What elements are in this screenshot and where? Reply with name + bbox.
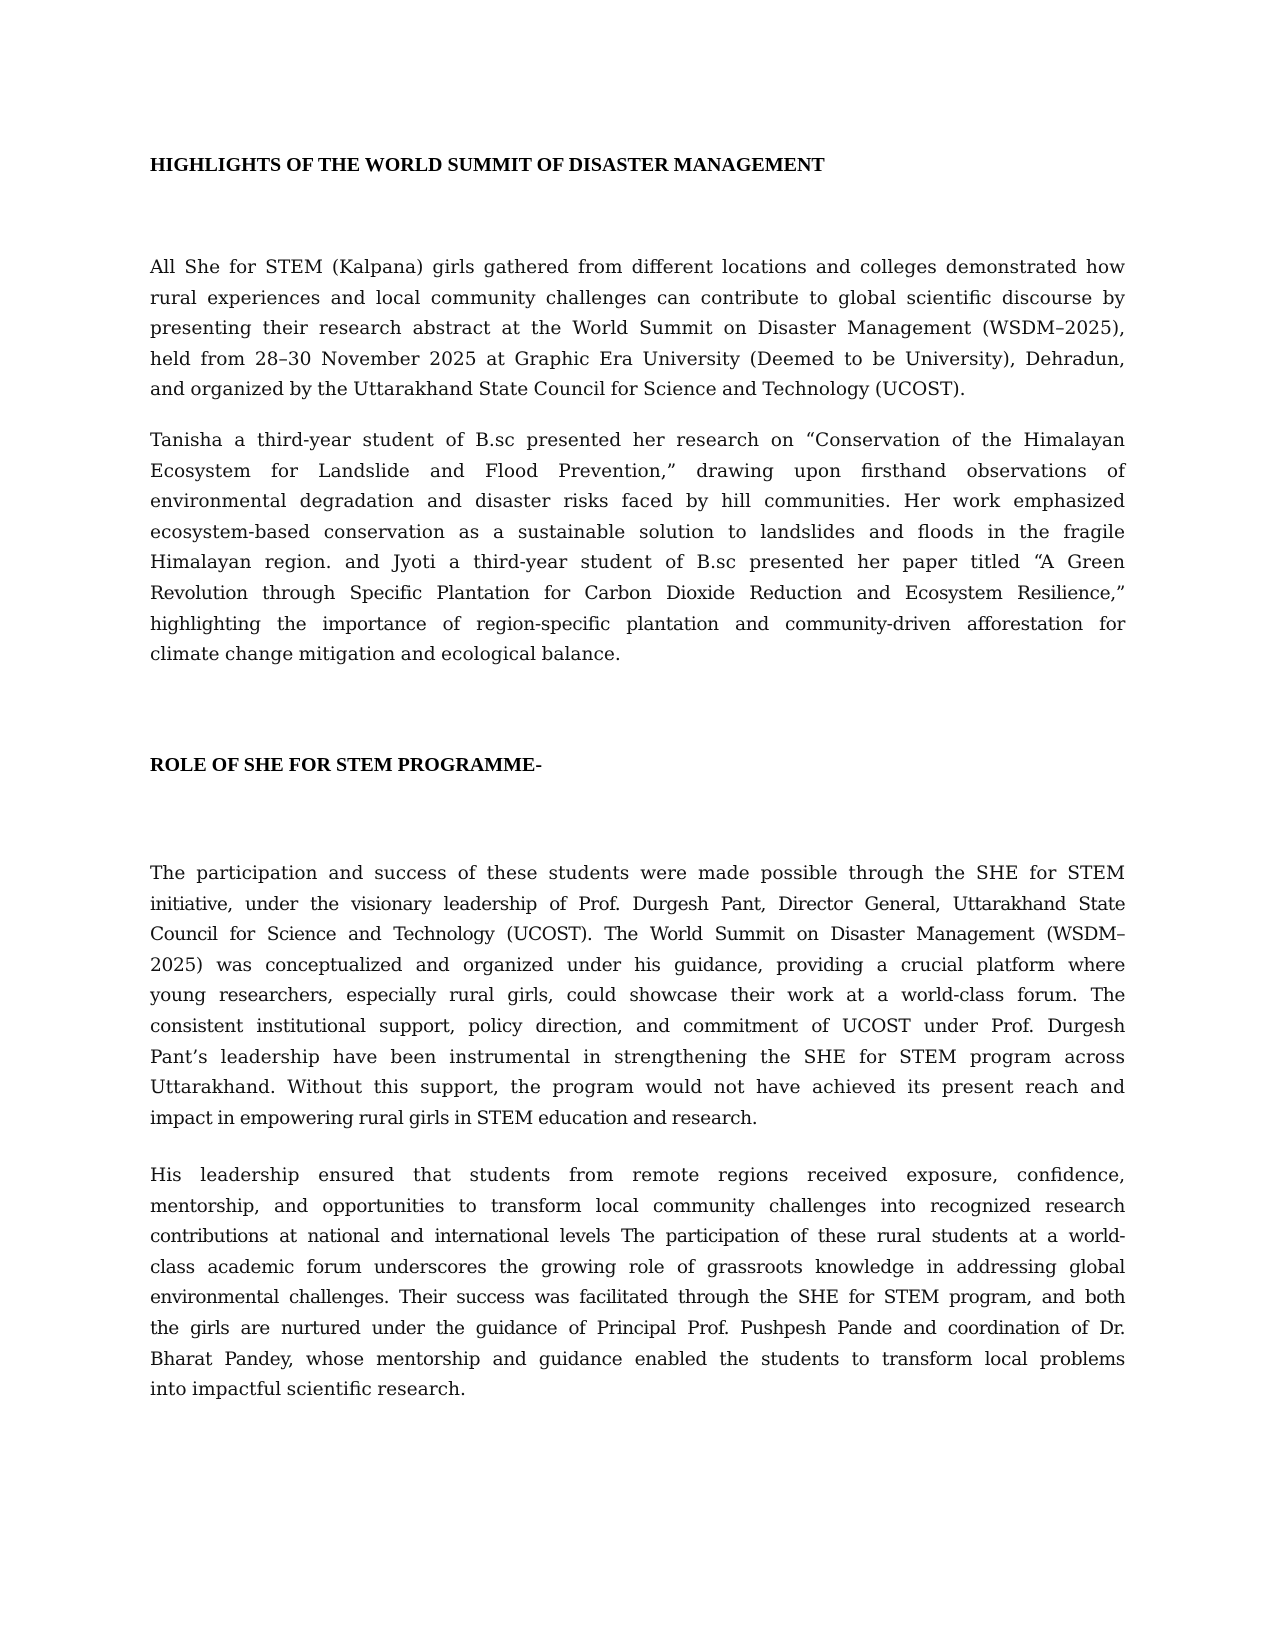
text-line: contributions at national and international levels The participation of these rural students at a world- xyxy=(150,1226,1125,1248)
text-line: Uttarakhand. Without this support, the program would not have achieved its present reach and xyxy=(150,1077,1125,1099)
text-line: initiative, under the visionary leadership of Prof. Durgesh Pant, Director General, Uttarakhand State xyxy=(150,893,1125,915)
text-line: held from 28–30 November 2025 at Graphic Era University (Deemed to be University), Dehradun, xyxy=(150,348,1125,370)
text-line: environmental degradation and disaster risks faced by hill communities. Her work emphasized xyxy=(150,491,1125,513)
text-line: His leadership ensured that students from remote regions received exposure, confidence, xyxy=(150,1165,1125,1186)
text-line: into impactful scientific research. xyxy=(150,1379,466,1401)
text-line: young researchers, especially rural girls, could showcase their work at a world-class forum. The xyxy=(150,985,1125,1007)
text-line: highlighting the importance of region-specific plantation and community-driven afforestation for xyxy=(150,613,1125,635)
text-line: and organized by the Uttarakhand State Council for Science and Technology (UCOST). xyxy=(150,379,966,401)
text-line: Pant’s leadership have been instrumental in strengthening the SHE for STEM program across xyxy=(150,1046,1125,1068)
text-line: environmental challenges. Their success was facilitated through the SHE for STEM program, and both xyxy=(150,1287,1125,1309)
heading-role: ROLE OF SHE FOR STEM PROGRAMME- xyxy=(150,754,543,776)
text-line: Tanisha a third-year student of B.sc presented her research on “Conservation of the Himalayan xyxy=(150,430,1125,451)
paragraph-summit-intro xyxy=(150,253,1125,406)
text-line: Council for Science and Technology (UCOST). The World Summit on Disaster Management (WSDM– xyxy=(150,924,1125,946)
text-line: class academic forum underscores the growing role of grassroots knowledge in addressing global xyxy=(150,1256,1125,1278)
text-line: Bharat Pandey, whose mentorship and guidance enabled the students to transform local problems xyxy=(150,1348,1125,1370)
paragraph-programme-role xyxy=(150,859,1125,1134)
heading-highlights: HIGHLIGHTS OF THE WORLD SUMMIT OF DISASTER MANAGEMENT xyxy=(150,154,825,176)
text-line: All She for STEM (Kalpana) girls gathered from different locations and colleges demonstrated how xyxy=(150,257,1125,278)
text-line: Ecosystem for Landslide and Flood Prevention,” drawing upon firsthand observations of xyxy=(150,460,1125,482)
text-line: ecosystem-based conservation as a sustainable solution to landslides and floods in the fragile xyxy=(150,521,1125,543)
text-line: the girls are nurtured under the guidance of Principal Prof. Pushpesh Pande and coordination of Dr. xyxy=(150,1317,1125,1339)
text-line: climate change mitigation and ecological balance. xyxy=(150,644,621,666)
text-line: presenting their research abstract at the World Summit on Disaster Management (WSDM–2025), xyxy=(150,318,1125,340)
text-line: Himalayan region. and Jyoti a third-year student of B.sc presented her paper titled “A Green xyxy=(150,552,1125,574)
text-line: Revolution through Specific Plantation for Carbon Dioxide Reduction and Ecosystem Resilience,” xyxy=(150,582,1125,604)
paragraph-student-research xyxy=(150,426,1125,671)
text-line: impact in empowering rural girls in STEM education and research. xyxy=(150,1107,758,1129)
paragraph-leadership xyxy=(150,1161,1125,1406)
text-line: consistent institutional support, policy direction, and commitment of UCOST under Prof. Durgesh xyxy=(150,1015,1125,1037)
text-line: mentorship, and opportunities to transform local community challenges into recognized research xyxy=(150,1195,1125,1217)
text-line: rural experiences and local community challenges can contribute to global scientific discourse by xyxy=(150,287,1125,309)
text-line: The participation and success of these students were made possible through the SHE for STEM xyxy=(150,863,1125,884)
text-line: 2025) was conceptualized and organized under his guidance, providing a crucial platform where xyxy=(150,954,1125,976)
